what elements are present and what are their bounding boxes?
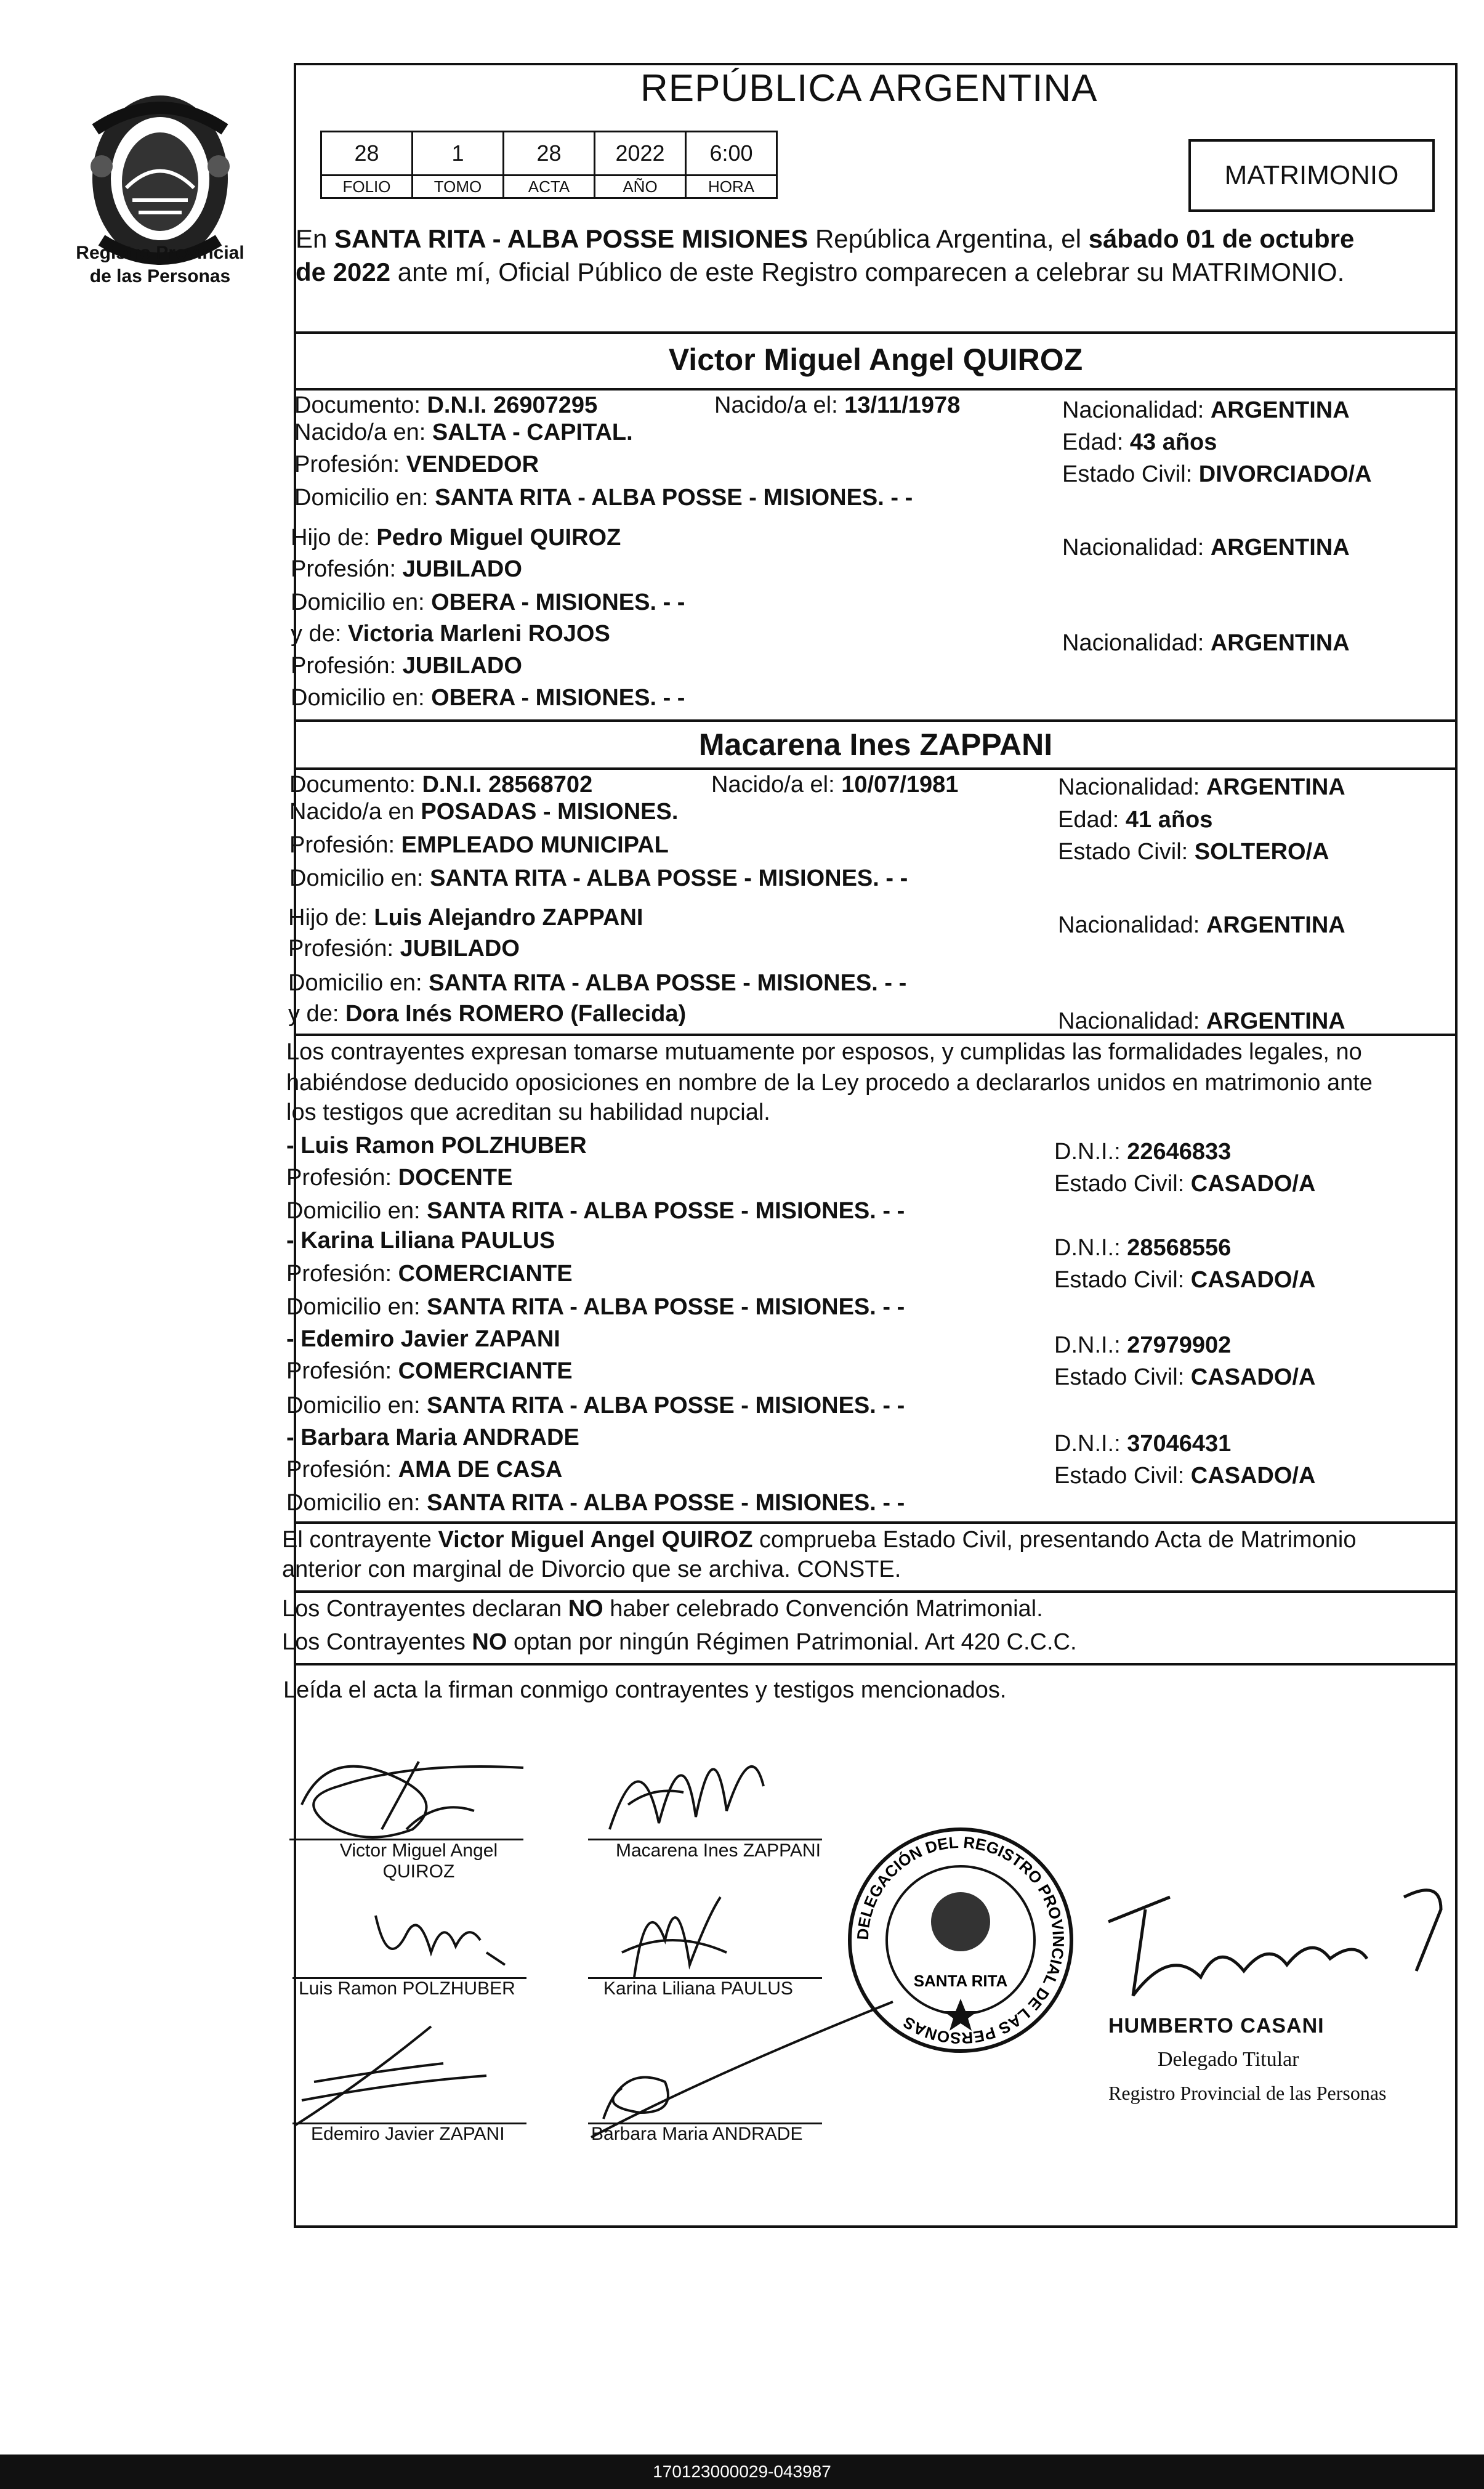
intro-line-2: de 2022 ante mí, Oficial Público de este Registro comparecen a celebrar su MATRIMONIO.	[296, 257, 1345, 286]
bride-birthdate: Nacido/a el: 10/07/1981	[711, 772, 959, 798]
groom-mother-address: Domicilio en: OBERA - MISIONES. - -	[291, 685, 685, 711]
witness-3-name: - Edemiro Javier ZAPANI	[286, 1326, 560, 1352]
witness-1-civil-status: Estado Civil: CASADO/A	[1054, 1171, 1316, 1197]
bride-mother-nationality: Nacionalidad: ARGENTINA	[1058, 1008, 1345, 1034]
bride-signature	[591, 1712, 776, 1848]
tomo-label: TOMO	[413, 176, 504, 198]
witness-2-civil-status: Estado Civil: CASADO/A	[1054, 1267, 1316, 1293]
record-kind-box: MATRIMONIO	[1188, 139, 1435, 212]
hora-label: HORA	[686, 176, 777, 198]
witness-4-name: - Barbara Maria ANDRADE	[286, 1425, 579, 1451]
witness-3-address: Domicilio en: SANTA RITA - ALBA POSSE - MISIONES. - -	[286, 1393, 905, 1419]
bride-age: Edad: 41 años	[1058, 807, 1213, 833]
witness-1-signature-name: Luis Ramon POLZHUBER	[299, 1978, 515, 1999]
bride-father-profession: Profesión: JUBILADO	[288, 936, 520, 961]
hora-value: 6:00	[686, 132, 777, 176]
witness-4-address: Domicilio en: SANTA RITA - ALBA POSSE - MISIONES. - -	[286, 1490, 905, 1516]
witness-2-dni: D.N.I.: 28568556	[1054, 1235, 1232, 1261]
groom-father-address: Domicilio en: OBERA - MISIONES. - -	[291, 589, 685, 615]
bride-signature-name: Macarena Ines ZAPPANI	[616, 1840, 821, 1861]
folio-label: FOLIO	[321, 176, 413, 198]
witness-3-profession: Profesión: COMERCIANTE	[286, 1358, 573, 1384]
groom-age: Edad: 43 años	[1062, 429, 1217, 455]
witness-1-name: - Luis Ramon POLZHUBER	[286, 1133, 587, 1159]
document-code-bar: 170123000029-043987	[0, 2455, 1484, 2489]
acta-value: 28	[504, 132, 595, 176]
witness-1-signature	[363, 1897, 511, 1977]
groom-father-profession: Profesión: JUBILADO	[291, 556, 522, 582]
bride-address: Domicilio en: SANTA RITA - ALBA POSSE - MISIONES. - -	[289, 865, 908, 891]
witness-4-signature-name: Barbara Maria ANDRADE	[591, 2124, 803, 2144]
groom-birthplace: Nacido/a en: SALTA - CAPITAL.	[294, 419, 633, 445]
registry-delegation-stamp	[844, 1823, 1078, 2057]
groom-birthdate: Nacido/a el: 13/11/1978	[714, 392, 961, 418]
witness-3-signature-name: Edemiro Javier ZAPANI	[311, 2124, 505, 2144]
bride-mother: y de: Dora Inés ROMERO (Fallecida)	[288, 1001, 687, 1027]
bride-document: Documento: D.N.I. 28568702	[289, 772, 593, 798]
bride-nationality: Nacionalidad: ARGENTINA	[1058, 774, 1345, 800]
bride-father-nationality: Nacionalidad: ARGENTINA	[1058, 912, 1345, 938]
official-office: Registro Provincial de las Personas	[1108, 2082, 1387, 2104]
groom-mother-profession: Profesión: JUBILADO	[291, 653, 522, 679]
groom-mother-nationality: Nacionalidad: ARGENTINA	[1062, 630, 1350, 656]
witness-1-address: Domicilio en: SANTA RITA - ALBA POSSE - MISIONES. - -	[286, 1198, 905, 1224]
official-signature	[1096, 1872, 1466, 2014]
witness-4-civil-status: Estado Civil: CASADO/A	[1054, 1463, 1316, 1489]
witness-1-profession: Profesión: DOCENTE	[286, 1165, 513, 1191]
groom-father: Hijo de: Pedro Miguel QUIROZ	[291, 525, 621, 551]
bride-profession: Profesión: EMPLEADO MUNICIPAL	[289, 832, 669, 858]
bride-birthplace: Nacido/a en POSADAS - MISIONES.	[289, 799, 679, 825]
svg-text:SANTA RITA: SANTA RITA	[913, 1972, 1008, 1990]
anio-value: 2022	[595, 132, 686, 176]
groom-document: Documento: D.N.I. 26907295	[294, 392, 598, 418]
regime-line-1: Los Contrayentes declaran NO haber celebrado Convención Matrimonial.	[282, 1596, 1043, 1622]
groom-name: Victor Miguel Angel QUIROZ	[668, 342, 1083, 377]
witness-3-signature	[289, 2008, 493, 2131]
svg-text:DELEGACIÓN DEL REGISTRO PROVIN: DELEGACIÓN DEL REGISTRO PROVINCIAL DE LAS PERSONAS	[853, 1832, 1068, 2048]
tomo-value: 1	[413, 132, 504, 176]
witness-3-civil-status: Estado Civil: CASADO/A	[1054, 1364, 1316, 1390]
folio-value: 28	[321, 132, 413, 176]
witness-3-dni: D.N.I.: 27979902	[1054, 1332, 1232, 1358]
bride-name: Macarena Ines ZAPPANI	[698, 727, 1053, 762]
witness-2-profession: Profesión: COMERCIANTE	[286, 1261, 573, 1287]
witness-4-dni: D.N.I.: 37046431	[1054, 1431, 1232, 1457]
witness-2-signature-name: Karina Liliana PAULUS	[603, 1978, 793, 1999]
witness-2-signature	[610, 1879, 733, 1983]
declaration-line-3: los testigos que acreditan su habilidad nupcial.	[286, 1099, 770, 1125]
groom-civil-status: Estado Civil: DIVORCIADO/A	[1062, 461, 1372, 487]
country-title: REPÚBLICA ARGENTINA	[640, 67, 1098, 110]
regime-line-2: Los Contrayentes NO optan por ningún Régimen Patrimonial. Art 420 C.C.C.	[282, 1629, 1077, 1655]
groom-nationality: Nacionalidad: ARGENTINA	[1062, 397, 1350, 423]
divorce-note-line-1: El contrayente Victor Miguel Angel QUIROZ comprueba Estado Civil, presentando Acta de Matrimonio	[282, 1527, 1357, 1553]
record-meta-table	[320, 131, 778, 199]
divorce-note-line-2: anterior con marginal de Divorcio que se archiva. CONSTE.	[282, 1556, 901, 1582]
official-name: HUMBERTO CASANI	[1108, 2014, 1325, 2038]
groom-profession: Profesión: VENDEDOR	[294, 451, 539, 477]
groom-father-nationality: Nacionalidad: ARGENTINA	[1062, 535, 1350, 561]
bride-father-address: Domicilio en: SANTA RITA - ALBA POSSE - MISIONES. - -	[288, 970, 907, 996]
witness-2-name: - Karina Liliana PAULUS	[286, 1228, 555, 1253]
signatures-intro: Leída el acta la firman conmigo contrayentes y testigos mencionados.	[283, 1677, 1007, 1703]
official-role: Delegado Titular	[1158, 2048, 1299, 2071]
registry-label: Registro Provincial de las Personas	[76, 243, 244, 286]
bride-civil-status: Estado Civil: SOLTERO/A	[1058, 839, 1329, 865]
declaration-line-1: Los contrayentes expresan tomarse mutuamente por esposos, y cumplidas las formalidades legales, no	[286, 1039, 1362, 1065]
declaration-line-2: habiéndose deducido oposiciones en nombre de la Ley procedo a declararlos unidos en matrimonio ante	[286, 1070, 1373, 1096]
witness-2-address: Domicilio en: SANTA RITA - ALBA POSSE - MISIONES. - -	[286, 1294, 905, 1320]
witness-4-profession: Profesión: AMA DE CASA	[286, 1457, 563, 1483]
groom-signature-name: Victor Miguel Angel QUIROZ	[339, 1840, 498, 1882]
witness-1-dni: D.N.I.: 22646833	[1054, 1139, 1232, 1165]
groom-address: Domicilio en: SANTA RITA - ALBA POSSE - MISIONES. - -	[294, 485, 913, 511]
groom-mother: y de: Victoria Marleni ROJOS	[291, 621, 610, 647]
bride-father: Hijo de: Luis Alejandro ZAPPANI	[288, 905, 643, 931]
acta-label: ACTA	[504, 176, 595, 198]
anio-label: AÑO	[595, 176, 686, 198]
groom-signature	[289, 1737, 536, 1848]
intro-line-1: En SANTA RITA - ALBA POSSE MISIONES República Argentina, el sábado 01 de octubre	[296, 224, 1355, 253]
